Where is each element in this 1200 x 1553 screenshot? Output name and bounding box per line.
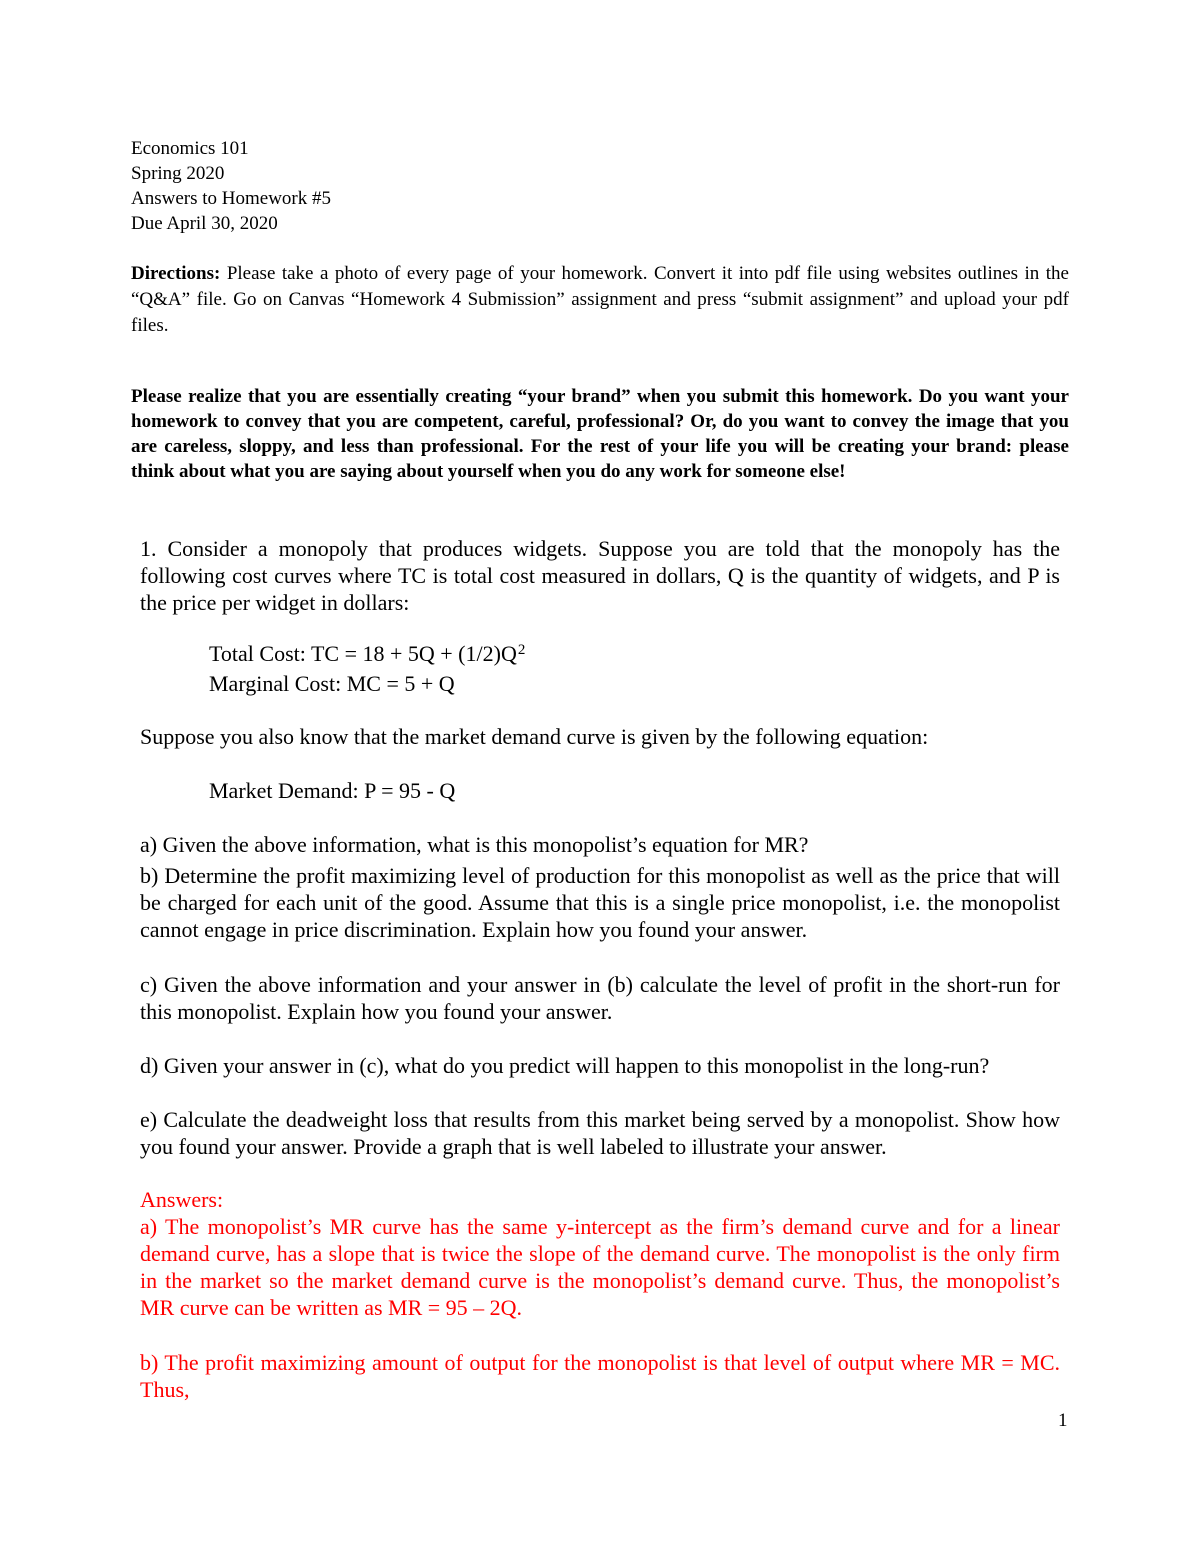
document-title: Answers to Homework #5	[131, 188, 332, 209]
term: Spring 2020	[131, 163, 225, 184]
directions-label: Directions:	[131, 263, 221, 284]
brand-note: Please realize that you are essentially creating “your brand” when you submit this homework. Do you want your homework to convey that you are competent, careful, professional? Or, do you want to convey the image that you are careless, sloppy, and less than professional. For the rest of your life you will be creating your brand: please think about what you are saying about yourself when you do any work for someone else!	[131, 386, 1069, 482]
part-e: e) Calculate the deadweight loss that results from this market being served by a monopolist. Show how you found your answer. Provide a graph that is well labeled to illustrate your answer.	[140, 1107, 1060, 1159]
answer-b: b) The profit maximizing amount of output for the monopolist is that level of output where MR = MC. Thus,	[140, 1350, 1060, 1402]
part-d: d) Given your answer in (c), what do you predict will happen to this monopolist in the long-run?	[140, 1053, 990, 1078]
answer-a: a) The monopolist’s MR curve has the same y-intercept as the firm’s demand curve and for a linear demand curve, has a slope that is twice the slope of the demand curve. The monopolist is the only firm in the market so the market demand curve is the monopolist’s demand curve. Thus, the monopolist’s MR curve can be written as MR = 95 – 2Q.	[140, 1214, 1060, 1320]
part-c: c) Given the above information and your answer in (b) calculate the level of profit in the short-run for this monopolist. Explain how you found your answer.	[140, 972, 1060, 1024]
demand-intro: Suppose you also know that the market demand curve is given by the following equation:	[140, 724, 929, 749]
due-date: Due April 30, 2020	[131, 213, 278, 234]
directions-text: Please take a photo of every page of your homework. Convert it into pdf file using websites outlines in the “Q&A” file. Go on Canvas “Homework 4 Submission” assignment and press “submit assignment” and upload your pdf files.	[131, 263, 1069, 336]
page-number: 1	[1058, 1410, 1068, 1431]
total-cost-equation	[209, 640, 525, 668]
total-cost-text: Total Cost: TC = 18 + 5Q + (1/2)Q	[209, 641, 517, 666]
total-cost-exponent: 2	[517, 642, 526, 658]
part-b: b) Determine the profit maximizing level of production for this monopolist as well as the price that will be charged for each unit of the good. Assume that this is a single price monopolist, i.e. the monopolist cannot engage in price discrimination. Explain how you found your answer.	[140, 863, 1060, 942]
question-1-intro: 1. Consider a monopoly that produces widgets. Suppose you are told that the monopoly has the following cost curves where TC is total cost measured in dollars, Q is the quantity of widgets, and P is the price per widget in dollars:	[140, 536, 1060, 615]
directions-paragraph	[131, 261, 1069, 339]
document-header	[131, 136, 331, 236]
answers-heading: Answers:	[140, 1187, 224, 1212]
market-demand-equation: Market Demand: P = 95 - Q	[209, 778, 456, 803]
part-a: a) Given the above information, what is this monopolist’s equation for MR?	[140, 832, 809, 857]
course-name: Economics 101	[131, 138, 249, 159]
marginal-cost-equation: Marginal Cost: MC = 5 + Q	[209, 671, 455, 696]
